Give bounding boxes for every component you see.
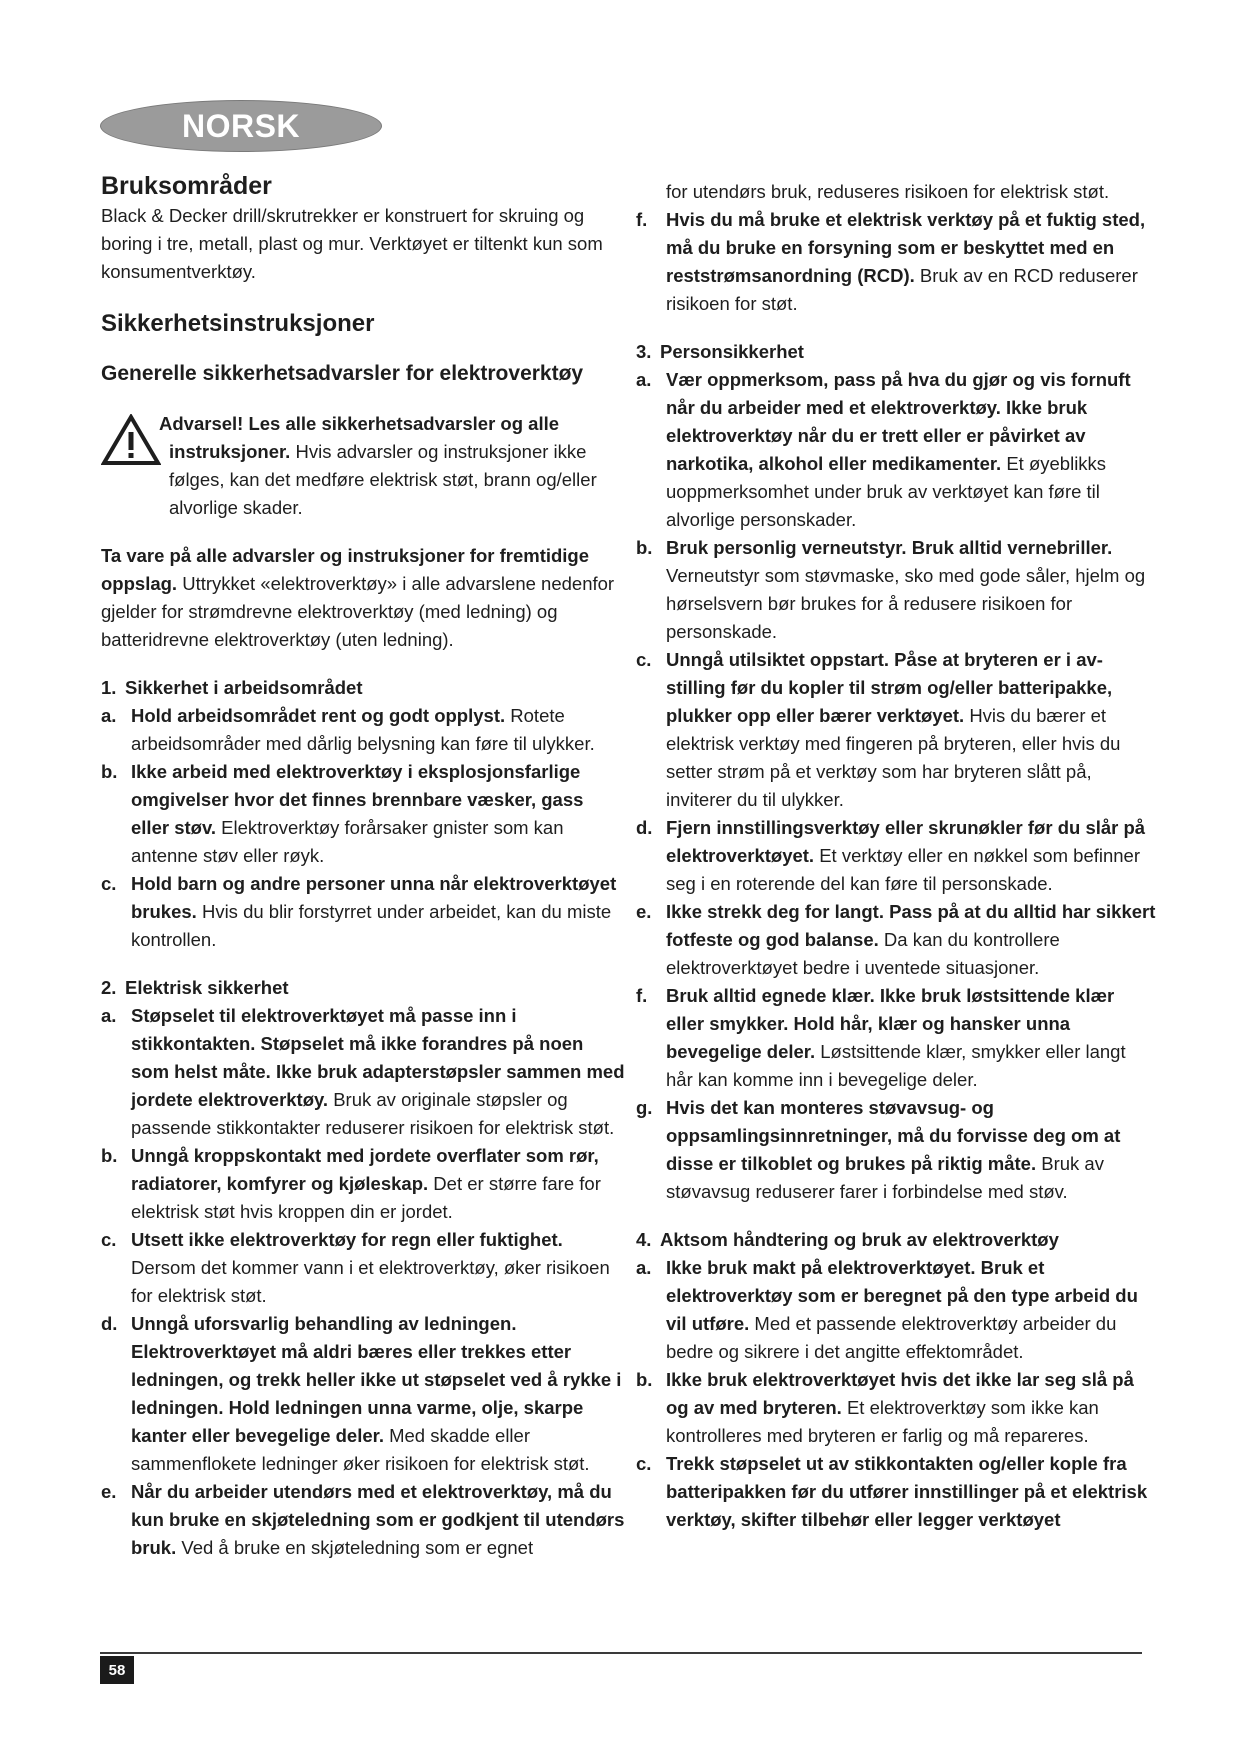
item-marker: b. [101,761,118,782]
item-marker: c. [101,873,117,894]
item-bold: Støpselet til elektroverktøyet må passe inn i stikkontakten. Støpselet må ikke forandres på noen som helst måte. Ikke bruk adapterstøpsler sammen med jordete elektroverktøy. [131,1005,625,1110]
item-bold: Trekk støpselet ut av stikkontakten og/eller kople fra batteripakken før du utfører innstillinger på et elektrisk verktøy, skifter tilbehør eller legger verktøyet [666,1453,1148,1530]
item-text: Da kan du kontrollere elektroverktøyet bedre i uventede situasjoner. [666,929,1060,978]
section-3-number: 3. [636,341,652,362]
item-bold: Ikke bruk makt på elektroverktøyet. Bruk et elektroverktøy som er beregnet på den type arbeid du vil utføre. [666,1257,1138,1334]
item-bold: Ikke strekk deg for langt. Pass på at du alltid har sikkert fotfeste og god balanse. [666,901,1156,950]
list-item [636,1366,1156,1450]
list-item [101,1310,626,1478]
list-item [636,1094,1156,1206]
heading-bruksomrader: Bruksområder [101,172,272,200]
language-tab-label: NORSK [181,107,301,144]
item-bold: Unngå utilsiktet oppstart. Påse at bryteren er i av-stilling før du kopler til strøm og/eller batteripakke, plukker opp eller bærer verktøyet. [666,649,1113,726]
section-3-title [636,338,1156,366]
item-marker: a. [636,1257,652,1278]
item-marker: d. [101,1313,118,1334]
section-2-title [101,974,626,1002]
item-text: Løstsittende klær, smykker eller langt hår kan komme inn i bevegelige deler. [666,1041,1126,1090]
section-4-number: 4. [636,1229,652,1250]
item-marker: g. [636,1097,653,1118]
item-bold: Hold barn og andre personer unna når elektroverktøyet brukes. [131,873,617,922]
list-item [636,814,1156,898]
heading-generelle-advarsler: Generelle sikkerhetsadvarsler for elektroverktøy [101,362,584,385]
item-marker: e. [636,901,652,922]
section-1-number: 1. [101,677,117,698]
item-bold: Hold arbeidsområdet rent og godt opplyst. [131,705,506,726]
bruk-paragraph: Black & Decker drill/skrutrekker er konstruert for skruing og boring i tre, metall, plast og mur. Verktøyet er tiltenkt kun som konsumentverktøy. [101,205,603,282]
section-2-label: Elektrisk sikkerhet [125,977,289,998]
item-text: Et verktøy eller en nøkkel som befinner seg i en roterende del kan føre til personskade. [666,845,1141,894]
list-item [101,1142,626,1226]
footer-divider [100,1652,1142,1654]
language-tab [100,100,382,152]
item-bold: Hvis det kan monteres støvavsug- og oppsamlingsinnretninger, må du forvisse deg om at disse er tilkoblet og brukes på riktig måte. [666,1097,1121,1174]
item-bold: Ikke bruk elektroverktøyet hvis det ikke lar seg slå på og av med bryteren. [666,1369,1134,1418]
item-marker: b. [636,537,653,558]
list-item [101,702,626,758]
item-bold: Fjern innstillingsverktøy eller skrunøkler før du slår på elektroverktøyet. [666,817,1146,866]
item-bold: Unngå uforsvarlig behandling av ledningen. Elektroverktøyet må aldri bæres eller trekkes etter ledningen, og trekk heller ikke ut støpselet ved å rykke i ledningen. Hold ledningen unna varme, olje, skarpe kanter eller bevegelige deler. [131,1313,622,1446]
item-text: Et øyeblikks uoppmerksomhet under bruk av verktøyet kan føre til alvorlige personskader. [666,453,1107,530]
item-text: Et elektroverktøy som ikke kan kontrolleres med bryteren er farlig og må repareres. [666,1397,1099,1446]
item-marker: c. [636,649,652,670]
item-text: Bruk av støvavsug reduserer farer i forbindelse med støv. [666,1153,1104,1202]
list-item [101,1478,626,1562]
item-text: Verneutstyr som støvmaske, sko med gode såler, hjelm og hørselsvern bør brukes for å redusere risikoen for personskade. [666,565,1146,642]
item-marker: f. [636,985,648,1006]
item-marker: a. [101,1005,117,1026]
section-4-title [636,1226,1156,1254]
item-marker: b. [101,1145,118,1166]
section-1-title [101,674,626,702]
section-4-label: Aktsom håndtering og bruk av elektroverktøy [660,1229,1059,1250]
list-item [636,366,1156,534]
list-item [101,1002,626,1142]
item-text: Ved å bruke en skjøteledning som er egnet [181,1537,534,1558]
item-text: Med et passende elektroverktøy arbeider du bedre og sikrere i det angitte effektområdet. [666,1313,1117,1362]
section-1-label: Sikkerhet i arbeidsområdet [125,677,363,698]
warning-text: Hvis advarsler og instruksjoner ikke følges, kan det medføre elektrisk støt, brann og/eller alvorlige skader. [169,441,597,518]
item-marker: d. [636,817,653,838]
list-item [636,1254,1156,1366]
item-text: Bruk av en RCD reduserer risikoen for støt. [666,265,1138,314]
list-item [636,206,1156,318]
item-marker: f. [636,209,648,230]
list-item [636,534,1156,646]
item-text: Hvis du blir forstyrret under arbeidet, kan du miste kontrollen. [131,901,612,950]
keep-bold: Ta vare på alle advarsler og instruksjoner for fremtidige oppslag. [101,545,590,594]
item-bold: Unngå kroppskontakt med jordete overflater som rør, radiatorer, komfyrer og kjøleskap. [131,1145,599,1194]
section-3-label: Personsikkerhet [660,341,804,362]
list-item [101,870,626,954]
item-text: Rotete arbeidsområder med dårlig belysning kan føre til ulykker. [131,705,595,754]
warning-block [101,410,626,522]
right-column [636,178,1156,1534]
item-bold: Ikke arbeid med elektroverktøy i eksplosjonsfarlige omgivelser hvor det finnes brennbare væsker, gass eller støv. [131,761,584,838]
item-bold: Bruk personlig verneutstyr. Bruk alltid vernebriller. [666,537,1113,558]
list-item [101,758,626,870]
item-marker: c. [636,1453,652,1474]
list-item [636,982,1156,1094]
item-text: Med skadde eller sammenflokete ledninger øker risikoen for elektrisk støt. [131,1425,590,1474]
item-text: Dersom det kommer vann i et elektroverktøy, øker risikoen for elektrisk støt. [131,1257,610,1306]
list-item [636,1450,1156,1534]
left-column [101,170,626,1562]
item-marker: a. [101,705,117,726]
item-marker: a. [636,369,652,390]
item-text: Elektroverktøy forårsaker gnister som kan antenne støv eller røyk. [131,817,564,866]
warning-triangle-icon [101,414,161,466]
keep-instructions [101,542,626,654]
warning-bold: Advarsel! Les alle sikkerhetsadvarsler og alle instruksjoner. [159,413,560,462]
continued-text: for utendørs bruk, reduseres risikoen for elektrisk støt. [666,181,1110,202]
item-text: Hvis du bærer et elektrisk verktøy med fingeren på bryteren, eller hvis du setter strøm på et verktøy som har bryteren slått på, inviterer du til ulykker. [666,705,1121,810]
item-bold: Vær oppmerksom, pass på hva du gjør og vis fornuft når du arbeider med et elektroverktøy. Ikke bruk elektroverktøy når du er trett eller er påvirket av narkotika, alkohol eller medikamenter. [666,369,1131,474]
list-item [101,1226,626,1310]
item-marker: c. [101,1229,117,1250]
heading-sikkerhetsinstruksjoner: Sikkerhetsinstruksjoner [101,310,375,337]
page-number: 58 [100,1656,134,1684]
item-bold: Bruk alltid egnede klær. Ikke bruk løstsittende klær eller smykker. Hold hår, klær og hansker unna bevegelige deler. [666,985,1115,1062]
item-text: Bruk av originale støpsler og passende stikkontakter reduserer risikoen for elektrisk støt. [131,1089,615,1138]
list-item [636,898,1156,982]
list-item [636,646,1156,814]
section-2-number: 2. [101,977,117,998]
item-marker: b. [636,1369,653,1390]
keep-text: Uttrykket «elektroverktøy» i alle advarslene nedenfor gjelder for strømdrevne elektroverktøy (med ledning) og batteridrevne elektroverktøy (uten ledning). [101,573,615,650]
item-bold: Utsett ikke elektroverktøy for regn eller fuktighet. [131,1229,563,1250]
item-bold: Når du arbeider utendørs med et elektroverktøy, må du kun bruke en skjøteledning som er godkjent til utendørs bruk. [131,1481,625,1558]
item-text: Det er større fare for elektrisk støt hvis kroppen din er jordet. [131,1173,601,1222]
item-bold: Hvis du må bruke et elektrisk verktøy på et fuktig sted, må du bruke en forsyning som er beskyttet med en reststrømsanordning (RCD). [666,209,1146,286]
item-marker: e. [101,1481,117,1502]
